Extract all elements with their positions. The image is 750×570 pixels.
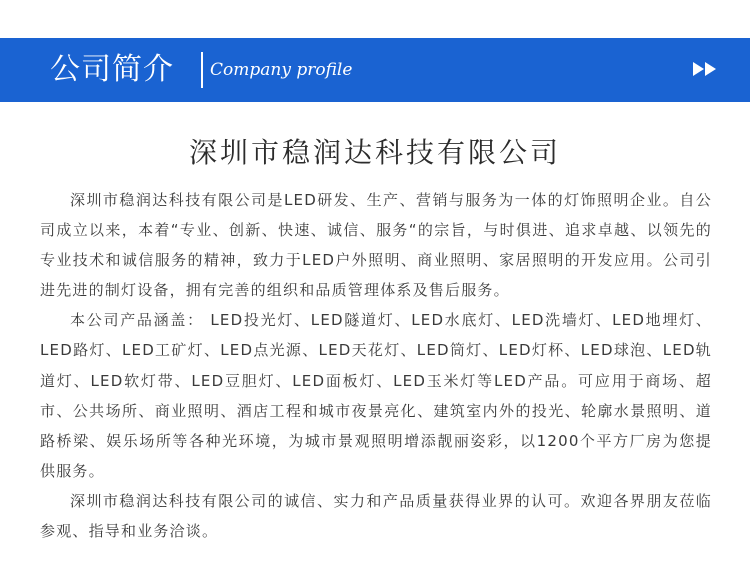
chevron-right-icon bbox=[705, 62, 716, 76]
section-banner bbox=[0, 38, 750, 102]
banner-divider bbox=[201, 52, 203, 88]
company-description bbox=[40, 185, 712, 546]
company-name-heading: 深圳市稳润达科技有限公司 bbox=[188, 136, 561, 169]
banner-title: 公司简介 bbox=[50, 52, 174, 87]
paragraph-products: 本公司产品涵盖： LED投光灯、LED隧道灯、LED水底灯、LED洗墙灯、LED地埋灯、LED路灯、LED工矿灯、LED点光源、LED天花灯、LED筒灯、LED灯杯、LED球泡、LED轨道灯、LED软灯带、LED豆胆灯、LED面板灯、LED玉米灯等LED产品。可应用于商场、超市、公共场所、商业照明、酒店工程和城市夜景亮化、建筑室内外的投光、轮廓水景照明、道路桥梁、娱乐场所等各种光环境，为城市景观照明增添靓丽姿彩，以1200个平方厂房为您提供服务。 bbox=[40, 311, 712, 480]
paragraph-intro: 深圳市稳润达科技有限公司是LED研发、生产、营销与服务为一体的灯饰照明企业。自公司成立以来，本着“专业、创新、快速、诚信、服务“的宗旨，与时俱进、追求卓越、以领先的专业技术和诚信服务的精神，致力于LED户外照明、商业照明、家居照明的开发应用。公司引进先进的制灯设备，拥有完善的组织和品质管理体系及售后服务。 bbox=[40, 191, 712, 300]
double-chevron-right-icon[interactable] bbox=[693, 62, 717, 76]
banner-subtitle: Company profile bbox=[210, 60, 353, 80]
chevron-right-icon bbox=[693, 62, 704, 76]
paragraph-closing: 深圳市稳润达科技有限公司的诚信、实力和产品质量获得业界的认可。欢迎各界朋友莅临参观、指导和业务洽谈。 bbox=[40, 491, 712, 541]
